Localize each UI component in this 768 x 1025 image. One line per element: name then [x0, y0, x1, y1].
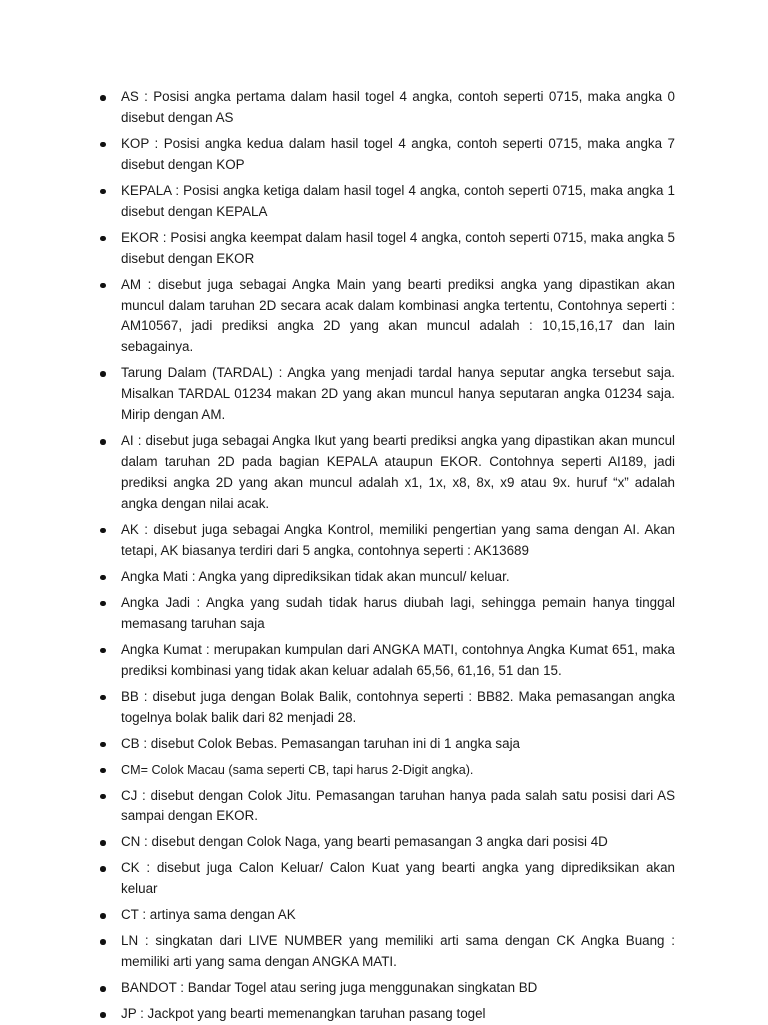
list-item [100, 520, 675, 562]
list-item [100, 978, 675, 999]
list-item [100, 858, 675, 900]
bullet-icon [100, 601, 106, 607]
list-item [100, 786, 675, 828]
bullet-icon [100, 768, 106, 774]
list-item [100, 760, 675, 781]
bullet-icon [100, 575, 106, 581]
list-item [100, 134, 675, 176]
bullet-icon [100, 439, 106, 445]
list-item-text: AS : Posisi angka pertama dalam hasil togel 4 angka, contoh seperti 0715, maka angka 0 disebut dengan AS [121, 89, 675, 125]
bullet-icon [100, 648, 106, 654]
list-item [100, 905, 675, 926]
list-item [100, 640, 675, 682]
list-item [100, 431, 675, 515]
list-item [100, 181, 675, 223]
bullet-icon [100, 840, 106, 846]
bullet-icon [100, 866, 106, 872]
bullet-icon [100, 283, 106, 289]
list-item-text: KOP : Posisi angka kedua dalam hasil togel 4 angka, contoh seperti 0715, maka angka 7 disebut dengan KOP [121, 135, 675, 172]
list-item [100, 567, 675, 588]
bullet-icon [100, 695, 106, 701]
bullet-icon [100, 236, 106, 242]
list-item-text: Tarung Dalam (TARDAL) : Angka yang menjadi tardal hanya seputar angka tersebut saja. Misalkan TARDAL 01234 makan 2D yang akan muncul hanya seputaran angka 01234 saja. Mirip dengan AM. [121, 365, 675, 423]
list-item-text: BB : disebut juga dengan Bolak Balik, contohnya seperti : BB82. Maka pemasangan angka togelnya bolak balik dari 82 menjadi 28. [121, 688, 675, 725]
bullet-icon [100, 95, 106, 101]
list-item [100, 87, 675, 129]
list-item [100, 228, 675, 270]
bullet-icon [100, 528, 106, 534]
list-item-text: AI : disebut juga sebagai Angka Ikut yang bearti prediksi angka yang dipastikan akan muncul dalam taruhan 2D pada bagian KEPALA ataupun EKOR. Contohnya seperti AI189, jadi prediksi angka 2D yang akan muncul adalah x1, 1x, x8, 8x, x9 atau 9x. huruf “x” adalah angka dengan nilai acak. [121, 433, 675, 511]
bullet-icon [100, 913, 106, 919]
list-item-text: Angka Mati : Angka yang diprediksikan tidak akan muncul/ keluar. [121, 568, 510, 584]
bullet-icon [100, 371, 106, 377]
list-item-text: JP : Jackpot yang bearti memenangkan taruhan pasang togel [121, 1006, 486, 1022]
bullet-icon [100, 189, 106, 195]
list-item-text: Angka Jadi : Angka yang sudah tidak harus diubah lagi, sehingga pemain hanya tinggal memasang taruhan saja [121, 594, 675, 631]
list-item-text: AK : disebut juga sebagai Angka Kontrol, memiliki pengertian yang sama dengan AI. Akan tetapi, AK biasanya terdiri dari 5 angka, contohnya seperti : AK13689 [121, 521, 675, 558]
bullet-icon [100, 794, 106, 800]
bullet-icon [100, 742, 106, 748]
list-item-text: Angka Kumat : merupakan kumpulan dari ANGKA MATI, contohnya Angka Kumat 651, maka prediksi kombinasi yang tidak akan keluar adalah 65,56, 61,16, 51 dan 15. [121, 641, 675, 678]
list-item-text: EKOR : Posisi angka keempat dalam hasil togel 4 angka, contoh seperti 0715, maka angka 5 disebut dengan EKOR [121, 229, 675, 266]
bullet-icon [100, 939, 106, 945]
bullet-icon [100, 142, 106, 148]
list-item-text: CT : artinya sama dengan AK [121, 907, 296, 923]
list-item-text: CJ : disebut dengan Colok Jitu. Pemasangan taruhan hanya pada salah satu posisi dari AS sampai dengan EKOR. [121, 787, 675, 824]
list-item [100, 687, 675, 729]
list-item [100, 832, 675, 853]
list-item-text: CB : disebut Colok Bebas. Pemasangan taruhan ini di 1 angka saja [121, 735, 520, 751]
list-item [100, 593, 675, 635]
list-item-text: BANDOT : Bandar Togel atau sering juga menggunakan singkatan BD [121, 980, 538, 996]
list-item [100, 363, 675, 426]
list-item-text: AM : disebut juga sebagai Angka Main yang bearti prediksi angka yang dipastikan akan muncul dalam taruhan 2D secara acak dalam kombinasi angka tertentu, Contohnya seperti : AM10567, jadi prediksi angka 2D yang akan muncul adalah : 10,15,16,17 dan lain sebagainya. [121, 276, 675, 355]
list-item [100, 734, 675, 755]
list-item-text: KEPALA : Posisi angka ketiga dalam hasil togel 4 angka, contoh seperti 0715, maka angka 1 disebut dengan KEPALA [121, 182, 675, 219]
list-item-text: CN : disebut dengan Colok Naga, yang bearti pemasangan 3 angka dari posisi 4D [121, 834, 608, 850]
list-item [100, 275, 675, 359]
list-item [100, 1004, 675, 1025]
list-item-text: CK : disebut juga Calon Keluar/ Calon Kuat yang bearti angka yang diprediksikan akan keluar [121, 860, 675, 897]
list-item [100, 931, 675, 973]
list-item-text: CM= Colok Macau (sama seperti CB, tapi harus 2-Digit angka). [121, 762, 474, 777]
bullet-icon [100, 1012, 106, 1018]
bullet-icon [100, 986, 106, 992]
glossary-list [100, 87, 675, 1025]
list-item-text: LN : singkatan dari LIVE NUMBER yang memiliki arti sama dengan CK Angka Buang : memiliki arti yang sama dengan ANGKA MATI. [121, 933, 675, 970]
